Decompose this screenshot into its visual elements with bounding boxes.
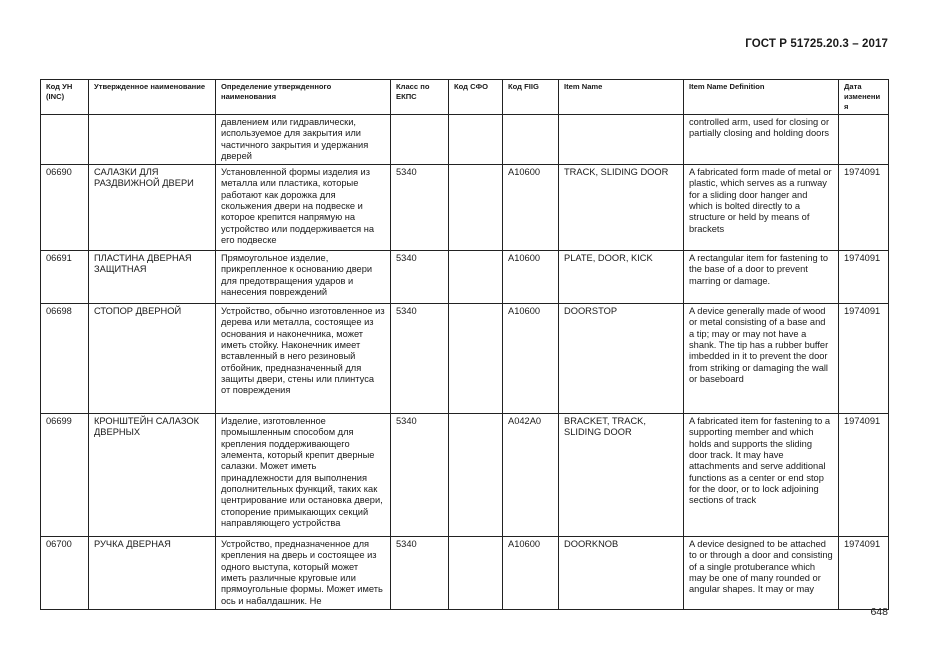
cell-fiig: A10600 (503, 537, 559, 610)
cell-item-name: DOORSTOP (559, 304, 684, 414)
cell-sfo (449, 304, 503, 414)
cell-inc: 06691 (41, 251, 89, 304)
cell-definition-ru: Установленной формы изделия из металла или пластика, которые работают как дорожка для скольжения двери на подвеске и которое крепится напрямую на устройство или поддерживается на его подвеске (216, 165, 391, 251)
table-row (41, 165, 889, 251)
cell-inc: 06699 (41, 414, 89, 537)
cell-inc: 06700 (41, 537, 89, 610)
cell-name-ru: КРОНШТЕЙН САЛАЗОК ДВЕРНЫХ (89, 414, 216, 537)
cell-fiig: A042A0 (503, 414, 559, 537)
cell-fiig (503, 115, 559, 165)
cell-item-name (559, 115, 684, 165)
cell-definition-en: controlled arm, used for closing or partially closing and holding doors (684, 115, 839, 165)
cell-definition-ru: Изделие, изготовленное промышленным способом для крепления поддерживающего элемента, который крепит дверные салазки. Может иметь принадлежности для выполнения дополнительных функций, таких как центрирование или остановка двери, стопорение примыкающих секций направляющего устройства (216, 414, 391, 537)
cell-name-ru (89, 115, 216, 165)
cell-definition-ru: Прямоугольное изделие, прикрепленное к основанию двери для предотвращения ударов и нанесения повреждений (216, 251, 391, 304)
cell-inc: 06698 (41, 304, 89, 414)
cell-name-ru: СТОПОР ДВЕРНОЙ (89, 304, 216, 414)
cell-name-ru: РУЧКА ДВЕРНАЯ (89, 537, 216, 610)
cell-definition-en: A device generally made of wood or metal consisting of a base and a tip; may or may not have a shank. The tip has a rubber buffer imbedded in it to prevent the door from striking or damaging the wall or baseboard (684, 304, 839, 414)
cell-ekps: 5340 (391, 537, 449, 610)
cell-ekps (391, 115, 449, 165)
cell-date: 1974091 (839, 304, 889, 414)
cell-name-ru: САЛАЗКИ ДЛЯ РАЗДВИЖНОЙ ДВЕРИ (89, 165, 216, 251)
cell-definition-ru: Устройство, предназначенное для крепления на дверь и состоящее из одного выступа, который может иметь различные круговые или прямоугольные формы. Может иметь ось и набалдашник. Не (216, 537, 391, 610)
cell-name-ru: ПЛАСТИНА ДВЕРНАЯ ЗАЩИТНАЯ (89, 251, 216, 304)
col-header-definition-en: Item Name Definition (684, 80, 839, 115)
col-header-ekps: Класс по ЕКПС (391, 80, 449, 115)
cell-date (839, 115, 889, 165)
cell-definition-en: A rectangular item for fastening to the base of a door to prevent marring or damage. (684, 251, 839, 304)
col-header-sfo: Код СФО (449, 80, 503, 115)
col-header-date: Дата изменения (839, 80, 889, 115)
cell-fiig: A10600 (503, 165, 559, 251)
col-header-definition-ru: Определение утвержденного наименования (216, 80, 391, 115)
cell-inc (41, 115, 89, 165)
cell-sfo (449, 165, 503, 251)
cell-ekps: 5340 (391, 251, 449, 304)
cell-definition-en: A fabricated form made of metal or plastic, which serves as a runway for a sliding door hanger and which is bolted directly to a structure or held by means of brackets (684, 165, 839, 251)
cell-date: 1974091 (839, 251, 889, 304)
cell-item-name: DOORKNOB (559, 537, 684, 610)
col-header-inc: Код УН (INC) (41, 80, 89, 115)
cell-ekps: 5340 (391, 414, 449, 537)
cell-sfo (449, 115, 503, 165)
cell-item-name: PLATE, DOOR, KICK (559, 251, 684, 304)
cell-fiig: A10600 (503, 304, 559, 414)
page-number: 648 (870, 606, 888, 618)
cell-sfo (449, 251, 503, 304)
table-row (41, 414, 889, 537)
table-row (41, 115, 889, 165)
cell-item-name: BRACKET, TRACK, SLIDING DOOR (559, 414, 684, 537)
cell-definition-en: A device designed to be attached to or through a door and consisting of a single protuberance which may be one of many rounded or angular shapes. It may or may (684, 537, 839, 610)
col-header-item-name: Item Name (559, 80, 684, 115)
cell-ekps: 5340 (391, 304, 449, 414)
cell-inc: 06690 (41, 165, 89, 251)
items-table (40, 79, 889, 610)
cell-definition-en: A fabricated item for fastening to a supporting member and which holds and supports the sliding door track. It may have attachments and serve additional functions as a center or end stop for the door, or to lock adjoining sections of track (684, 414, 839, 537)
table-row (41, 537, 889, 610)
table-row (41, 304, 889, 414)
col-header-name-ru: Утвержденное наименование (89, 80, 216, 115)
cell-fiig: A10600 (503, 251, 559, 304)
cell-sfo (449, 414, 503, 537)
cell-date: 1974091 (839, 414, 889, 537)
cell-ekps: 5340 (391, 165, 449, 251)
col-header-fiig: Код FIIG (503, 80, 559, 115)
cell-sfo (449, 537, 503, 610)
cell-definition-ru: Устройство, обычно изготовленное из дерева или металла, состоящее из основания и наконечника, может иметь стойку. Наконечник имеет вставленный в него резиновый отбойник, предназначенный для защиты двери, стены или плинтуса от повреждения (216, 304, 391, 414)
cell-date: 1974091 (839, 537, 889, 610)
cell-date: 1974091 (839, 165, 889, 251)
table-row (41, 251, 889, 304)
document-code: ГОСТ Р 51725.20.3 – 2017 (745, 38, 888, 50)
cell-item-name: TRACK, SLIDING DOOR (559, 165, 684, 251)
table-header-row (41, 80, 889, 115)
cell-definition-ru: давлением или гидравлически, используемое для закрытия или частичного закрытия и удержания дверей (216, 115, 391, 165)
